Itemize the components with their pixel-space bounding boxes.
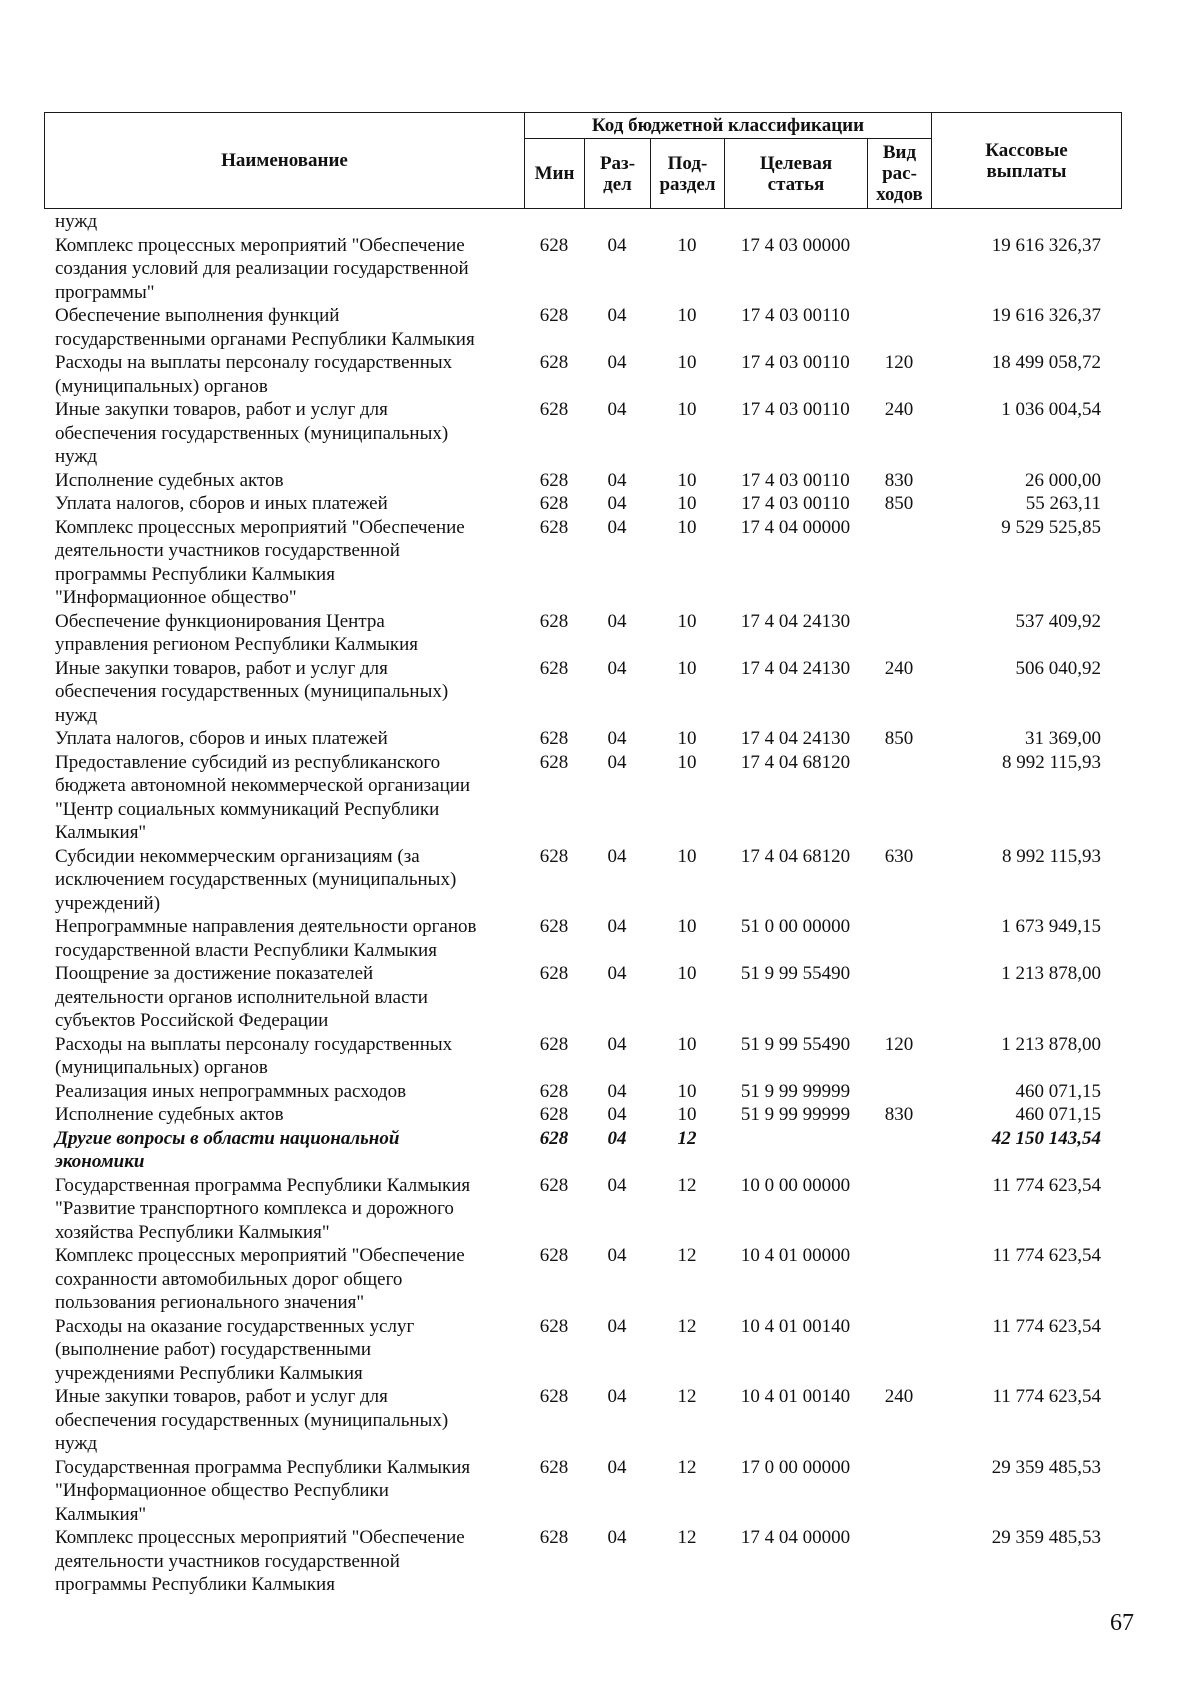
row-podrazdel: 10 <box>677 399 697 420</box>
row-razdel: 04 <box>607 916 627 937</box>
row-celevaya-statya: 17 4 04 68120 <box>740 751 851 773</box>
row-celevaya-statya: 17 4 03 00000 <box>740 234 851 256</box>
row-razdel: 04 <box>607 1527 627 1548</box>
row-min: 628 <box>539 751 569 773</box>
row-vid-rashodov <box>867 915 931 962</box>
row-name: Исполнение судебных актов <box>55 469 284 491</box>
row-razdel: 04 <box>607 1174 627 1196</box>
table-row <box>44 234 1144 305</box>
table-row <box>44 751 1144 845</box>
table-row <box>44 304 1144 351</box>
row-min <box>524 210 584 234</box>
table-row <box>44 1080 1144 1104</box>
row-cash-payment: 19 616 326,37 <box>991 234 1101 256</box>
row-cash-payment: 8 992 115,93 <box>1001 845 1101 867</box>
row-name: Уплата налогов, сборов и иных платежей <box>55 493 388 514</box>
table-row <box>44 210 1144 234</box>
row-cash-payment: 537 409,92 <box>1015 610 1101 632</box>
row-celevaya-statya: 10 4 01 00140 <box>740 1315 851 1337</box>
row-celevaya-statya <box>724 210 867 234</box>
row-razdel: 04 <box>607 610 627 632</box>
row-celevaya-statya: 51 9 99 55490 <box>740 963 851 984</box>
row-cash-payment: 1 036 004,54 <box>1001 399 1101 420</box>
row-celevaya-statya: 51 9 99 55490 <box>740 1033 851 1055</box>
row-name: Иные закупки товаров, работ и услуг для обеспечения государственных (муниципальных) нужд <box>55 399 449 467</box>
row-podrazdel: 10 <box>677 352 697 373</box>
table-row <box>44 492 1144 516</box>
row-razdel: 04 <box>607 1245 627 1266</box>
row-vid-rashodov <box>867 962 931 1033</box>
row-name: Государственная программа Республики Калмыкия "Развитие транспортного комплекса и дорожного хозяйства Республики Калмыкия" <box>55 1174 471 1243</box>
header-vid-rashodov: Вид рас- ходов <box>868 139 932 209</box>
row-name: Комплекс процессных мероприятий "Обеспечение сохранности автомобильных дорог общего пользования регионального значения" <box>55 1245 465 1313</box>
row-name: Другие вопросы в области национальной экономики <box>55 1127 400 1172</box>
header-podrazdel: Под- раздел <box>651 139 725 209</box>
row-podrazdel <box>650 210 724 234</box>
row-min: 628 <box>539 1527 569 1548</box>
table-row <box>44 1244 1144 1315</box>
table-row <box>44 1315 1144 1386</box>
row-celevaya-statya: 17 4 04 68120 <box>740 845 851 867</box>
row-celevaya-statya: 10 4 01 00140 <box>740 1386 851 1407</box>
row-razdel: 04 <box>607 305 627 326</box>
row-min: 628 <box>539 469 569 491</box>
row-cash-payment: 11 774 623,54 <box>992 1386 1101 1407</box>
row-cash-payment: 9 529 525,85 <box>1001 516 1101 538</box>
row-min: 628 <box>539 305 569 326</box>
row-cash-payment: 18 499 058,72 <box>991 352 1101 373</box>
table-row <box>44 351 1144 398</box>
row-podrazdel: 10 <box>677 916 697 937</box>
row-name: Обеспечение функционирования Центра управления регионом Республики Калмыкия <box>55 610 419 655</box>
row-razdel: 04 <box>607 751 627 773</box>
row-min: 628 <box>539 1104 569 1125</box>
row-celevaya-statya: 17 4 03 00110 <box>741 469 850 491</box>
row-podrazdel: 10 <box>677 657 697 679</box>
row-podrazdel: 10 <box>677 1104 697 1125</box>
row-name: Комплекс процессных мероприятий "Обеспечение деятельности участников государственной программы Республики Калмыкия "Информационное общество" <box>55 516 465 608</box>
row-min: 628 <box>539 1127 569 1149</box>
row-razdel: 04 <box>607 1080 627 1102</box>
row-min: 628 <box>539 728 569 749</box>
table-header <box>44 112 1122 209</box>
table-row <box>44 845 1144 916</box>
row-vid-rashodov: 830 <box>884 469 914 491</box>
row-vid-rashodov <box>867 1080 931 1104</box>
row-vid-rashodov <box>867 516 931 610</box>
row-cash-payment: 1 673 949,15 <box>1001 916 1101 937</box>
row-razdel: 04 <box>607 1104 627 1125</box>
row-celevaya-statya: 17 0 00 00000 <box>740 1456 851 1478</box>
row-vid-rashodov: 240 <box>884 657 914 679</box>
row-min: 628 <box>539 845 569 867</box>
row-cash-payment: 42 150 143,54 <box>991 1127 1101 1149</box>
row-razdel: 04 <box>607 516 627 538</box>
table-row <box>44 610 1144 657</box>
row-celevaya-statya: 17 4 04 00000 <box>740 1527 851 1548</box>
row-vid-rashodov: 240 <box>884 399 914 420</box>
header-celevaya-statya: Целевая статья <box>725 139 868 209</box>
header-cash-payments: Кассовые выплаты <box>932 113 1122 209</box>
row-min: 628 <box>539 963 569 984</box>
row-podrazdel: 10 <box>677 305 697 326</box>
row-cash-payment: 26 000,00 <box>1025 469 1101 491</box>
header-budget-code: Код бюджетной классификации <box>525 113 932 139</box>
row-vid-rashodov <box>867 1127 931 1174</box>
row-podrazdel: 10 <box>677 516 697 538</box>
table-row <box>44 1174 1144 1245</box>
row-celevaya-statya: 17 4 03 00110 <box>741 352 850 373</box>
row-vid-rashodov: 120 <box>884 1033 914 1055</box>
row-razdel: 04 <box>607 1033 627 1055</box>
row-min: 628 <box>539 1315 569 1337</box>
row-celevaya-statya: 51 9 99 99999 <box>740 1104 851 1125</box>
table-row <box>44 516 1144 610</box>
row-cash-payment: 1 213 878,00 <box>1001 1033 1101 1055</box>
row-podrazdel: 10 <box>677 234 697 256</box>
row-cash-payment: 1 213 878,00 <box>1001 963 1101 984</box>
row-min: 628 <box>539 1033 569 1055</box>
row-min: 628 <box>539 1174 569 1196</box>
table-row <box>44 727 1144 751</box>
row-razdel: 04 <box>607 1315 627 1337</box>
row-podrazdel: 12 <box>677 1174 697 1196</box>
header-min: Мин <box>525 139 585 209</box>
row-vid-rashodov: 850 <box>884 728 914 749</box>
row-razdel <box>584 210 650 234</box>
table-row <box>44 469 1144 493</box>
row-vid-rashodov: 850 <box>884 493 914 514</box>
row-vid-rashodov <box>867 610 931 657</box>
row-name: Иные закупки товаров, работ и услуг для обеспечения государственных (муниципальных) нужд <box>55 657 449 726</box>
table-row <box>44 915 1144 962</box>
row-name: Государственная программа Республики Калмыкия "Информационное общество Республики Калмыкия" <box>55 1456 471 1525</box>
row-cash-payment: 31 369,00 <box>1025 728 1101 749</box>
row-celevaya-statya: 17 4 03 00110 <box>741 493 850 514</box>
row-podrazdel: 10 <box>677 963 697 984</box>
row-name: Расходы на оказание государственных услуг (выполнение работ) государственными учреждениями Республики Калмыкия <box>55 1315 415 1384</box>
row-name: Иные закупки товаров, работ и услуг для обеспечения государственных (муниципальных) нужд <box>55 1386 449 1454</box>
row-vid-rashodov <box>867 1244 931 1315</box>
row-celevaya-statya: 10 4 01 00000 <box>740 1245 851 1266</box>
page-number: 67 <box>1110 1610 1134 1636</box>
row-razdel: 04 <box>607 1386 627 1407</box>
row-podrazdel: 10 <box>677 728 697 749</box>
row-podrazdel: 10 <box>677 845 697 867</box>
row-name: нужд <box>55 211 98 232</box>
row-vid-rashodov <box>867 1456 931 1527</box>
row-razdel: 04 <box>607 234 627 256</box>
row-min: 628 <box>539 234 569 256</box>
row-podrazdel: 10 <box>677 469 697 491</box>
row-cash-payment: 8 992 115,93 <box>1001 751 1101 773</box>
row-name: Непрограммные направления деятельности органов государственной власти Республики Калмыкия <box>55 916 477 961</box>
header-razdel: Раз- дел <box>585 139 651 209</box>
row-min: 628 <box>539 493 569 514</box>
row-podrazdel: 12 <box>677 1127 697 1149</box>
row-name: Расходы на выплаты персоналу государственных (муниципальных) органов <box>55 352 453 397</box>
header-name: Наименование <box>45 113 525 209</box>
row-razdel: 04 <box>607 728 627 749</box>
row-cash-payment: 55 263,11 <box>1025 493 1101 514</box>
row-min: 628 <box>539 610 569 632</box>
table-row <box>44 657 1144 728</box>
row-podrazdel: 12 <box>677 1245 697 1266</box>
row-podrazdel: 10 <box>677 610 697 632</box>
table-row <box>44 1103 1144 1127</box>
row-razdel: 04 <box>607 1127 627 1149</box>
row-celevaya-statya: 51 0 00 00000 <box>740 916 851 937</box>
row-min: 628 <box>539 352 569 373</box>
row-min: 628 <box>539 1456 569 1478</box>
table-row <box>44 1033 1144 1080</box>
row-vid-rashodov: 240 <box>884 1386 914 1407</box>
row-cash-payment: 460 071,15 <box>1015 1080 1101 1102</box>
row-name: Комплекс процессных мероприятий "Обеспечение создания условий для реализации государственной программы" <box>55 234 469 303</box>
row-podrazdel: 10 <box>677 1080 697 1102</box>
row-cash-payment: 19 616 326,37 <box>991 305 1101 326</box>
row-celevaya-statya: 17 4 03 00110 <box>741 399 850 420</box>
row-vid-rashodov <box>867 1315 931 1386</box>
row-celevaya-statya: 17 4 04 00000 <box>740 516 851 538</box>
row-vid-rashodov: 830 <box>884 1104 914 1125</box>
row-razdel: 04 <box>607 1456 627 1478</box>
row-vid-rashodov <box>867 234 931 305</box>
row-razdel: 04 <box>607 963 627 984</box>
row-name: Поощрение за достижение показателей деятельности органов исполнительной власти субъектов Российской Федерации <box>55 963 428 1031</box>
row-celevaya-statya: 51 9 99 99999 <box>740 1080 851 1102</box>
row-name: Исполнение судебных актов <box>55 1104 284 1125</box>
row-vid-rashodov <box>867 210 931 234</box>
row-razdel: 04 <box>607 399 627 420</box>
row-min: 628 <box>539 916 569 937</box>
row-min: 628 <box>539 516 569 538</box>
row-min: 628 <box>539 1080 569 1102</box>
row-cash-payment: 29 359 485,53 <box>991 1527 1101 1548</box>
row-min: 628 <box>539 1245 569 1266</box>
table-row <box>44 1526 1144 1597</box>
row-podrazdel: 10 <box>677 493 697 514</box>
table-row <box>44 962 1144 1033</box>
row-podrazdel: 12 <box>677 1527 697 1548</box>
row-min: 628 <box>539 657 569 679</box>
row-podrazdel: 12 <box>677 1456 697 1478</box>
row-razdel: 04 <box>607 657 627 679</box>
row-podrazdel: 10 <box>677 751 697 773</box>
table-body <box>44 210 1144 1597</box>
row-razdel: 04 <box>607 845 627 867</box>
table-row <box>44 398 1144 469</box>
row-razdel: 04 <box>607 493 627 514</box>
row-vid-rashodov <box>867 304 931 351</box>
row-vid-rashodov <box>867 751 931 845</box>
row-cash-payment: 11 774 623,54 <box>992 1174 1101 1196</box>
row-podrazdel: 12 <box>677 1386 697 1407</box>
row-vid-rashodov: 630 <box>884 845 914 867</box>
row-celevaya-statya: 17 4 04 24130 <box>740 610 851 632</box>
row-min: 628 <box>539 1386 569 1407</box>
row-vid-rashodov: 120 <box>884 352 914 373</box>
row-name: Уплата налогов, сборов и иных платежей <box>55 728 388 749</box>
row-celevaya-statya: 17 4 03 00110 <box>741 305 850 326</box>
row-razdel: 04 <box>607 352 627 373</box>
row-name: Субсидии некоммерческим организациям (за исключением государственных (муниципальных) учреждений) <box>55 845 457 914</box>
row-name: Расходы на выплаты персоналу государственных (муниципальных) органов <box>55 1033 453 1078</box>
row-name: Обеспечение выполнения функций государственными органами Республики Калмыкия <box>55 305 475 350</box>
row-celevaya-statya: 17 4 04 24130 <box>740 657 851 679</box>
row-celevaya-statya: 10 0 00 00000 <box>740 1174 851 1196</box>
table-row <box>44 1456 1144 1527</box>
row-vid-rashodov <box>867 1526 931 1597</box>
row-celevaya-statya <box>724 1127 867 1174</box>
row-cash-payment: 29 359 485,53 <box>991 1456 1101 1478</box>
row-vid-rashodov <box>867 1174 931 1245</box>
row-cash-payment: 11 774 623,54 <box>992 1315 1101 1337</box>
row-cash-payment: 460 071,15 <box>1015 1104 1101 1125</box>
row-celevaya-statya: 17 4 04 24130 <box>740 728 851 749</box>
row-razdel: 04 <box>607 469 627 491</box>
row-podrazdel: 12 <box>677 1315 697 1337</box>
row-name: Предоставление субсидий из республиканского бюджета автономной некоммерческой организации "Центр социальных коммуникаций Республики Калмыкия" <box>55 751 471 843</box>
row-cash-payment <box>931 210 1121 234</box>
table-row <box>44 1127 1144 1174</box>
row-cash-payment: 11 774 623,54 <box>992 1245 1101 1266</box>
table-row <box>44 1385 1144 1456</box>
row-name: Реализация иных непрограммных расходов <box>55 1080 407 1102</box>
row-cash-payment: 506 040,92 <box>1015 657 1101 679</box>
row-name: Комплекс процессных мероприятий "Обеспечение деятельности участников государственной программы Республики Калмыкия <box>55 1527 465 1595</box>
row-podrazdel: 10 <box>677 1033 697 1055</box>
row-min: 628 <box>539 399 569 420</box>
